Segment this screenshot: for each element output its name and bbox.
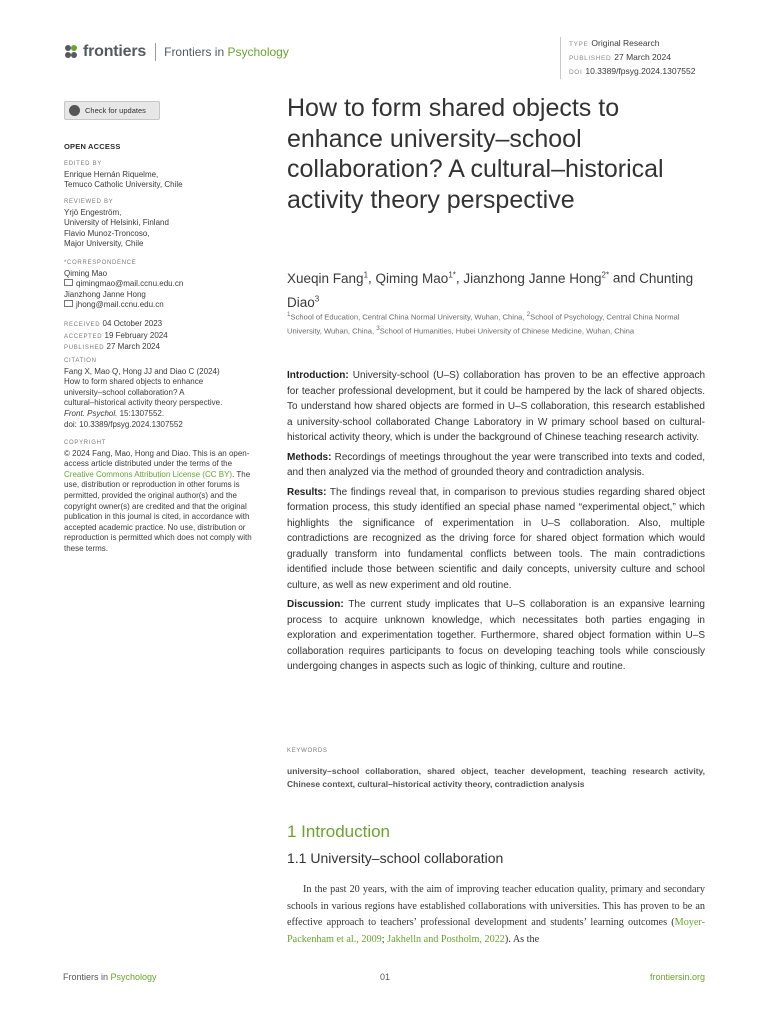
dates-block: RECEIVED 04 October 2023 ACCEPTED 19 February 2024 PUBLISHED 27 March 2024: [64, 319, 168, 352]
envelope-icon: [64, 279, 73, 286]
correspondence-block: *CORRESPONDENCE Qiming Mao qimingmao@mail.ccnu.edu.cn Jianzhong Janne Hong jhong@mail.ccnu.edu.cn: [64, 258, 264, 311]
abstract-introduction: Introduction: University-school (U–S) collaboration has proven to be an effective approach for teacher professional development, but it could be hampered by the lack of shared objects. To understand how shared objects are formed in U–S collaboration, this research established a university-school collaborated Change Laboratory in W primary school based on cultural-historical activity theory, which is under the background of Chinese teaching research activity.: [287, 370, 706, 443]
footer-journal: Frontiers in Psychology: [63, 972, 157, 982]
subsection-heading: 1.1 University–school collaboration: [287, 850, 504, 866]
abstract-methods: Methods: Recordings of meetings throughout the year were transcribed into texts and coded, and then analyzed via the method of grounded theory and contradiction analysis.: [287, 451, 706, 478]
keywords: university–school collaboration, shared object, teacher development, teaching research activity, Chinese context, cultural–historical activity theory, contradiction analysis: [287, 766, 705, 789]
reviewed-by-block: REVIEWED BY Yrjö Engeström, University of Helsinki, Finland Flavio Munoz-Troncoso, Major University, Chile: [64, 199, 169, 249]
author-link[interactable]: Xueqin Fang$^1$: [287, 270, 369, 286]
published-date: 27 March 2024: [614, 52, 671, 62]
brand-name: frontiers: [83, 43, 147, 60]
article-type: Original Research: [591, 38, 660, 48]
abstract: [287, 368, 705, 679]
abstract-discussion: Discussion: The current study implicates that U–S collaboration is an expansive learning process to acquire unknown knowledge, which necessitates both parties engaging in exploration and experimentation together. Furthermore, shared object formation within U–S collaboration requires participants to focus on developing teaching tools while consciously undergoing changes in aspects such as logic of thinking, culture and routine.: [287, 599, 705, 672]
doi: 10.3389/fpsyg.2024.1307552: [585, 66, 696, 76]
section-heading: 1 Introduction: [287, 822, 391, 841]
email-link-1[interactable]: qimingmao@mail.ccnu.edu.cn: [64, 279, 264, 290]
keywords-label: KEYWORDS: [287, 748, 328, 754]
author-list: Xueqin Fang$^1$, Qiming Mao$^{1*}$, Jianzhong Janne Hong$^{2*}$ and Chunting Diao$^3$: [287, 270, 694, 310]
journal-name: Frontiers in Psychology: [164, 45, 289, 59]
reference-link[interactable]: Jakhelln and Postholm, 2022: [387, 933, 505, 945]
body-paragraph: In the past 20 years, with the aim of improving teacher education quality, primary and secondary schools in various regions have established collaborations with universities. This has proven to be an effective approach to teachers’ professional development and students’ learning outcomes (Moyer-Packenham et al., 2009; Jakhelln and Postholm, 2022). As the: [287, 884, 705, 945]
citation-doi[interactable]: doi: 10.3389/fpsyg.2024.1307552: [64, 419, 183, 429]
reference-link[interactable]: Moyer-Packenham et al., 2009: [287, 917, 705, 945]
abstract-results: Results: The findings reveal that, in comparison to previous studies regarding shared object formation process, this study identified an special phase named “experimental object,” which highlights the significance of experimentation in U–S collaboration. Also, multiple contradictions are recognized as the driving force for shared object formation which would gradually transform into fundamental conflicts between tools. The main contradictions identified include those between scientific and daily concepts, university culture and school culture, as well as new experiment and old routine.: [287, 486, 705, 591]
license-link[interactable]: Creative Commons Attribution License (CC BY): [64, 469, 233, 479]
edited-by-block: EDITED BY Enrique Hernán Riquelme, Temuco Catholic University, Chile: [64, 161, 183, 190]
page-number: 01: [380, 972, 391, 982]
footer-site-link[interactable]: frontiersin.org: [649, 972, 705, 982]
author-link[interactable]: Chunting Diao$^3$: [287, 270, 694, 310]
copyright-block: COPYRIGHT © 2024 Fang, Mao, Hong and Diao. This is an open-access article distributed under the terms of the Creative Commons Attribution License (CC BY). The use, distribution or reproduction in other forums is permitted, provided the original author(s) and the copyright owner(s) are credited and that the original publication in this journal is cited, in accordance with accepted academic practice. No use, distribution or reproduction is permitted which does not comply with these terms.: [64, 440, 252, 553]
envelope-icon: [64, 300, 73, 307]
logo-divider: [155, 43, 156, 61]
frontiers-logo-icon: [63, 44, 79, 60]
check-updates-icon: [69, 105, 80, 116]
frontiers-logo[interactable]: [63, 43, 289, 61]
affiliations: $^1$School of Education, Central China Normal University, Wuhan, China, $^2$School of Psychology, Central China Normal University, Wuhan, China, $^3$School of Humanities, Hubei University of Chinese Medicine, Wuhan, China: [287, 311, 680, 336]
citation-block: CITATION Fang X, Mao Q, Hong JJ and Diao C (2024) How to form shared objects to enhance university–school collaboration? A cultural–historical activity theory perspective. Front. Psychol. 15:1307552. doi: 10.3389/fpsyg.2024.1307552: [64, 356, 264, 430]
author-link[interactable]: Jianzhong Janne Hong$^{2*}$: [463, 270, 610, 286]
author-link[interactable]: Qiming Mao$^{1*}$: [375, 270, 456, 286]
open-access-label: OPEN ACCESS: [64, 142, 121, 151]
article-meta: TYPE Original Research PUBLISHED 27 March 2024 DOI 10.3389/fpsyg.2024.1307552: [560, 37, 696, 79]
email-link-2[interactable]: jhong@mail.ccnu.edu.cn: [64, 300, 264, 311]
article-title: How to form shared objects to enhance university–school collaboration? A cultural–historical activity theory perspective: [287, 94, 664, 214]
check-updates-button[interactable]: Check for updates: [64, 101, 160, 120]
